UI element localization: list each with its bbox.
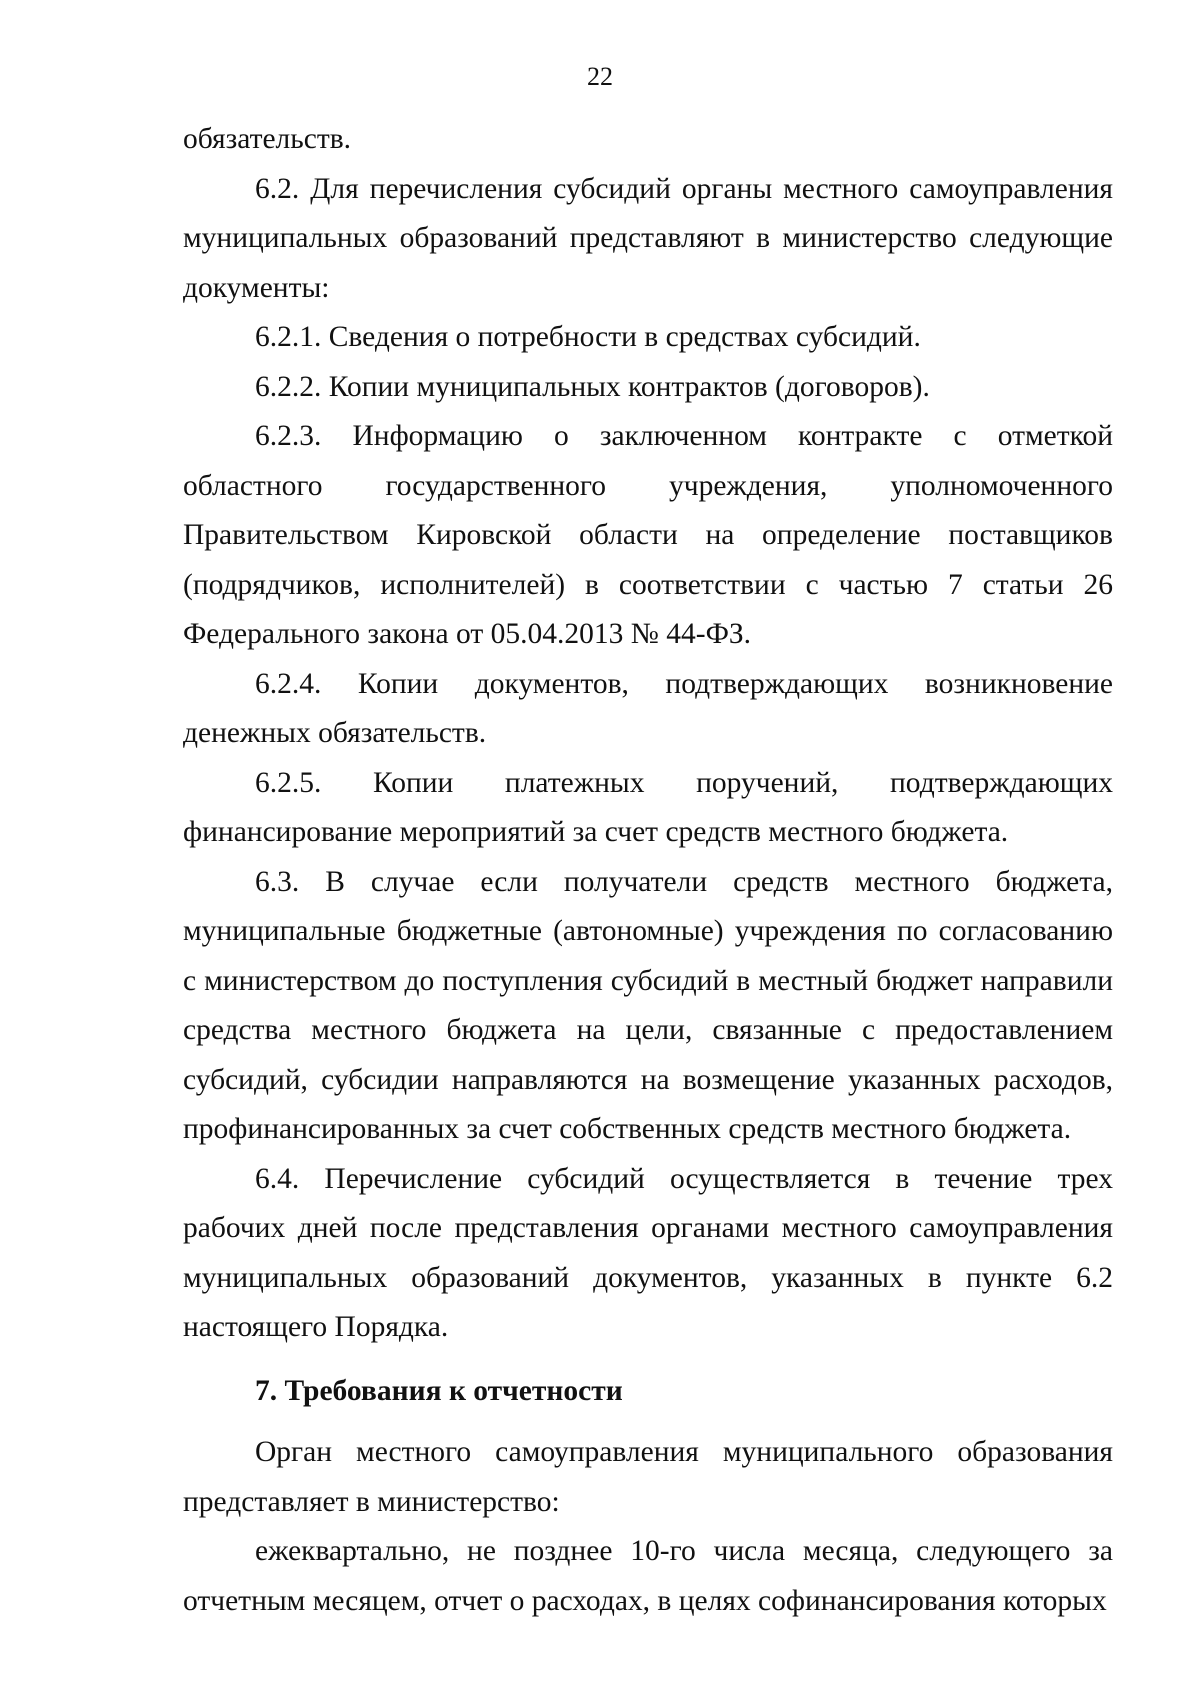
document-body <box>183 115 1113 1626</box>
paragraph: 6.2. Для перечисления субсидий органы местного самоуправления муниципальных образований представляют в министерство следующие документы: <box>183 172 1113 304</box>
paragraph: Орган местного самоуправления муниципального образования представляет в министерство: <box>183 1436 1113 1518</box>
paragraph: обязательств. <box>183 123 352 155</box>
paragraph: 6.2.3. Информацию о заключенном контракте с отметкой областного государственного учреждения, уполномоченного Правительством Кировской области на определение поставщиков (подрядчиков, исполнителей) в соответствии с частью 7 статьи 26 Федерального закона от 05.04.2013 № 44-ФЗ. <box>183 420 1113 650</box>
paragraph: 6.2.2. Копии муниципальных контрактов (договоров). <box>255 370 930 403</box>
section-heading: 7. Требования к отчетности <box>255 1374 623 1407</box>
page-number: 22 <box>587 62 613 91</box>
paragraph: 6.4. Перечисление субсидий осуществляется в течение трех рабочих дней после представления органами местного самоуправления муниципальных образований документов, указанных в пункте 6.2 настоящего Порядка. <box>183 1162 1113 1343</box>
paragraph: 6.2.1. Сведения о потребности в средствах субсидий. <box>255 321 921 353</box>
paragraph: 6.3. В случае если получатели средств местного бюджета, муниципальные бюджетные (автономные) учреждения по согласованию с министерством до поступления субсидий в местный бюджет направили средства местного бюджета на цели, связанные с предоставлением субсидий, субсидии направляются на возмещение указанных расходов, профинансированных за счет собственных средств местного бюджета. <box>183 865 1113 1145</box>
paragraph: 6.2.5. Копии платежных поручений, подтверждающих финансирование мероприятий за счет средств местного бюджета. <box>183 766 1113 848</box>
paragraph: 6.2.4. Копии документов, подтверждающих возникновение денежных обязательств. <box>183 667 1113 749</box>
paragraph: ежеквартально, не позднее 10-го числа месяца, следующего за отчетным месяцем, отчет о расходах, в целях софинансирования которых <box>183 1535 1113 1617</box>
